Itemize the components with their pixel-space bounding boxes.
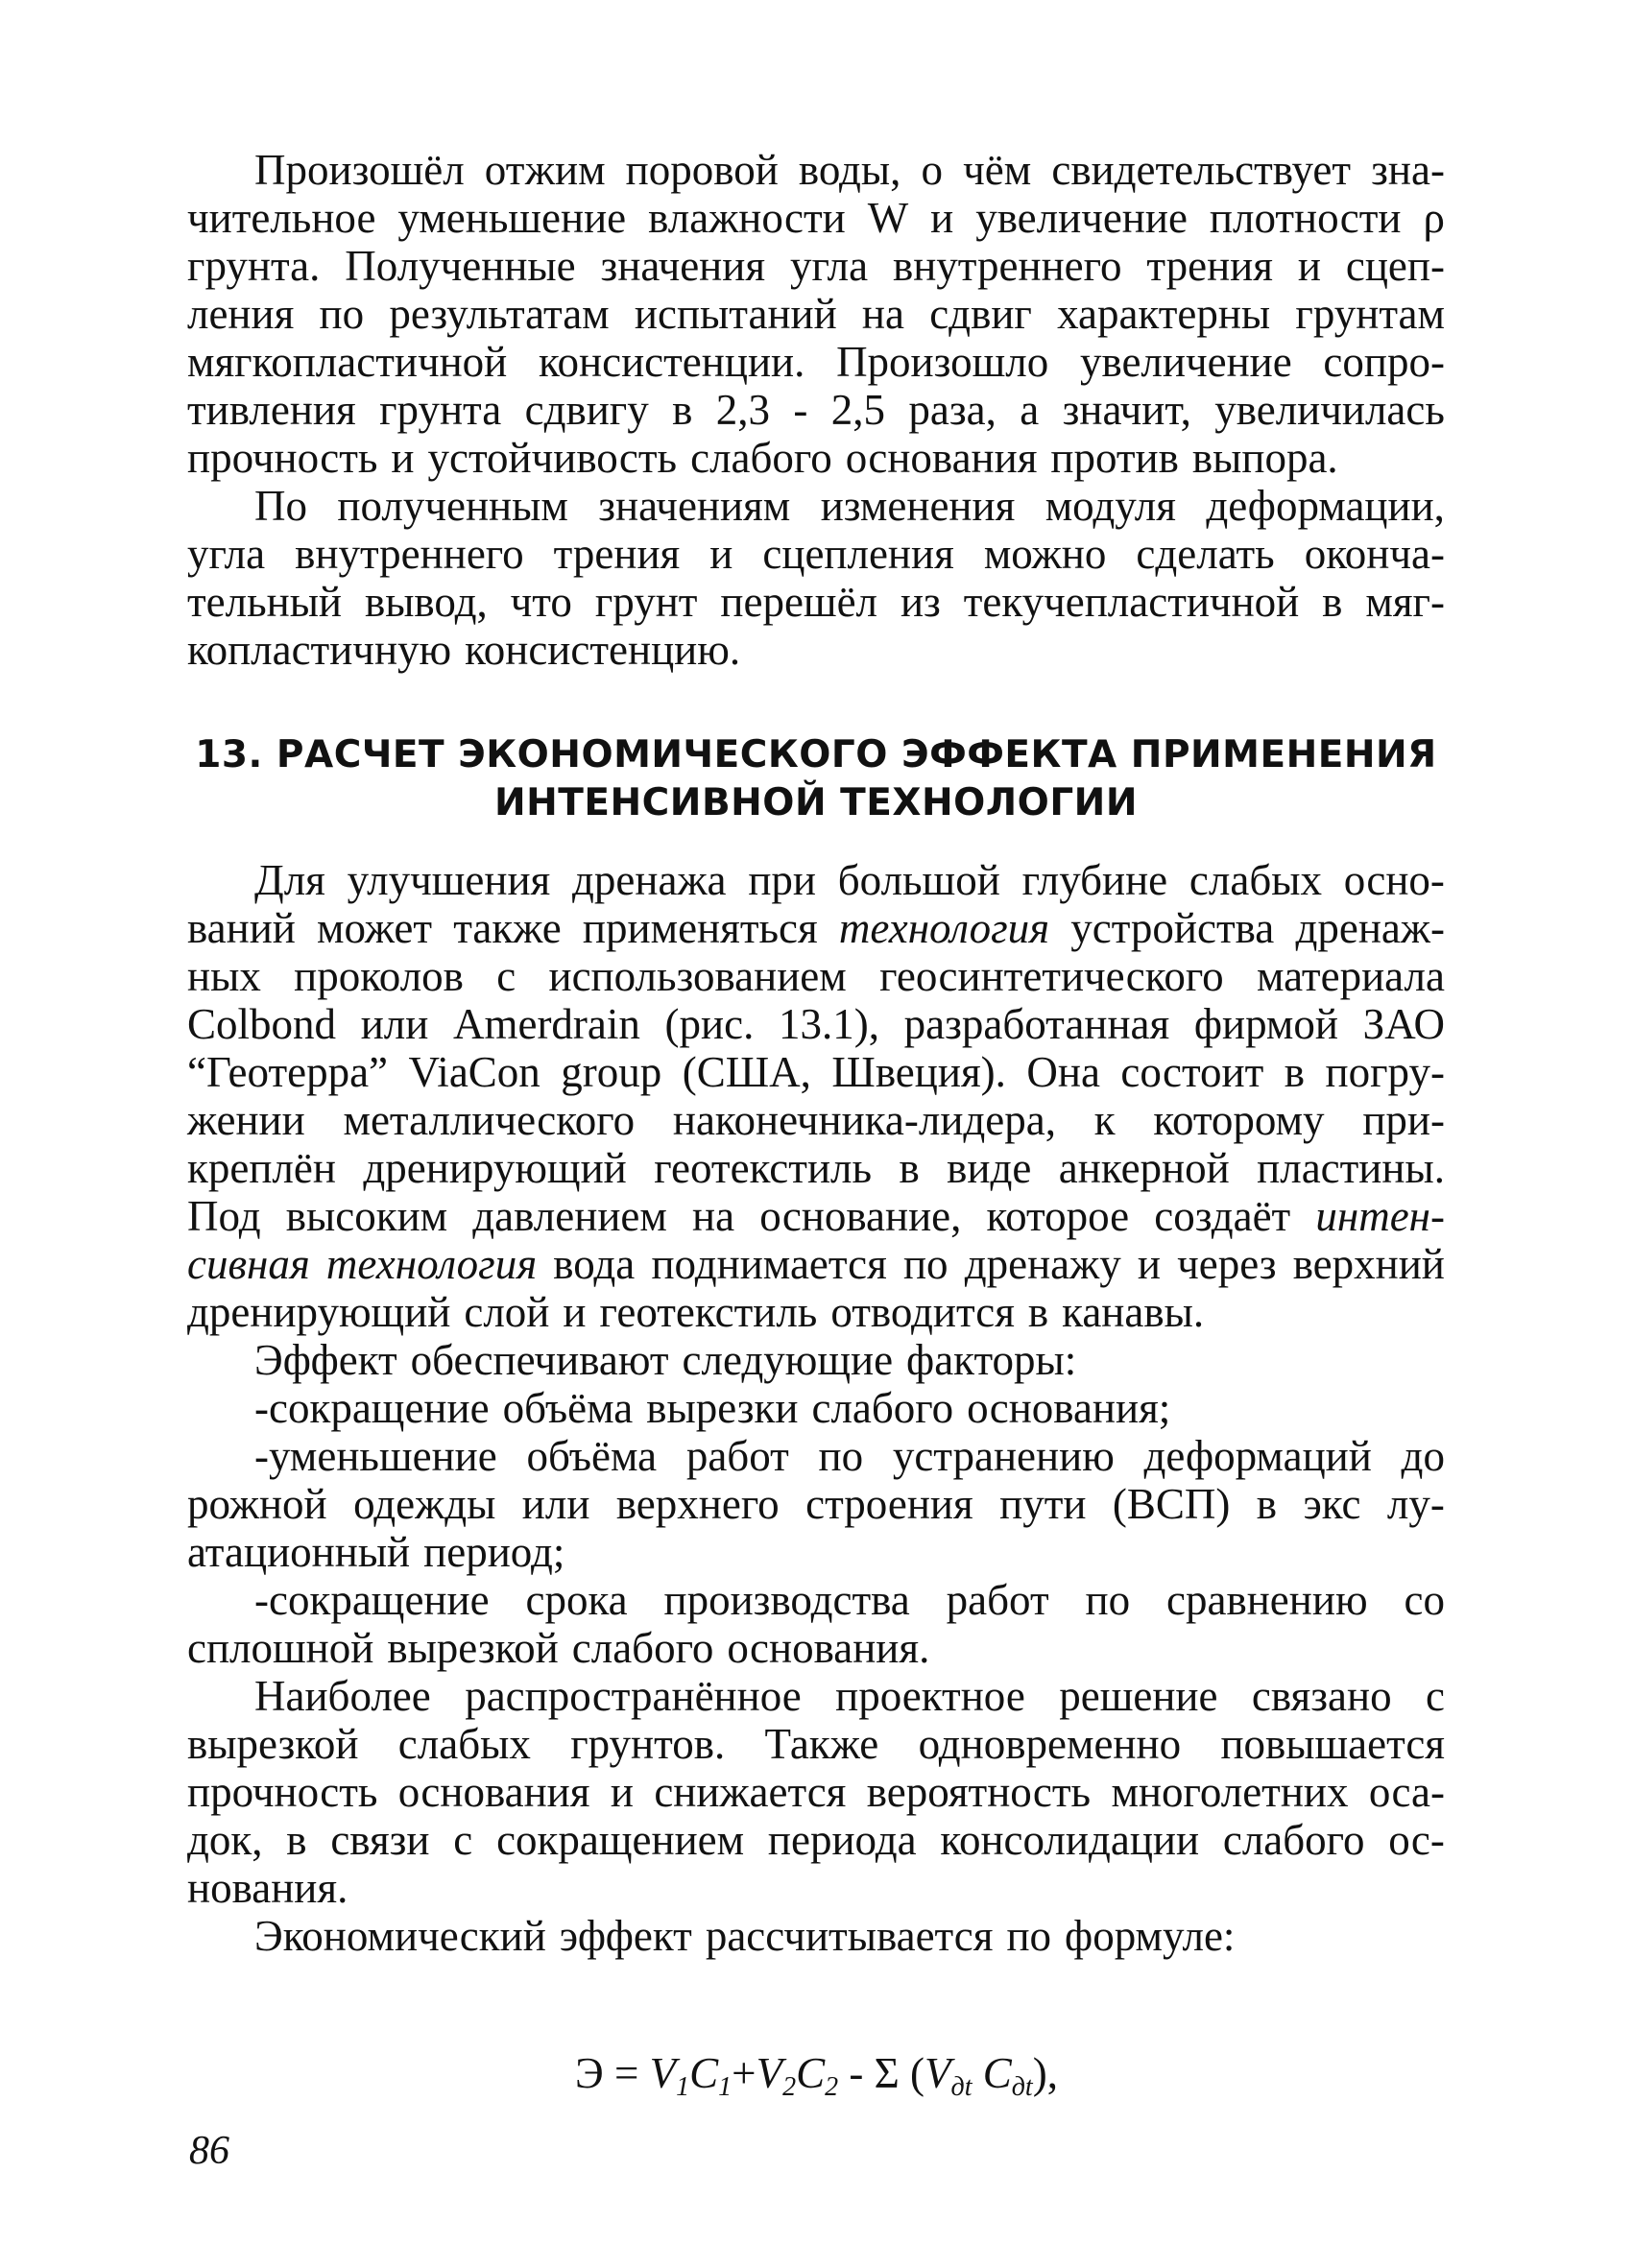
word: вырезкой: [187, 1720, 359, 1768]
word: поднимается: [651, 1240, 887, 1288]
word: повышается: [1220, 1720, 1445, 1768]
word: со: [1404, 1576, 1445, 1624]
formula-v2: V: [756, 2049, 783, 2097]
word: увеличение: [1079, 338, 1292, 386]
text-line: [187, 1480, 1445, 1528]
word: следующие: [682, 1336, 894, 1384]
word: по: [902, 1240, 949, 1288]
word: против: [1050, 434, 1179, 482]
word: материала: [1256, 952, 1445, 1000]
word: осно-: [1343, 856, 1445, 904]
text-line: [187, 1288, 1445, 1336]
word: в: [1027, 1288, 1049, 1336]
word: Она: [1026, 1048, 1100, 1096]
word: тельный: [187, 578, 343, 626]
word: к: [1093, 1096, 1116, 1144]
word: по: [1006, 1912, 1052, 1960]
word: Colbond: [187, 1000, 337, 1048]
word: слабого: [571, 1624, 714, 1672]
text-line: [187, 194, 1445, 242]
word: ных: [187, 952, 261, 1000]
word: распространённое: [465, 1672, 802, 1720]
text-line: [187, 1720, 1445, 1768]
word: пластины.: [1257, 1144, 1445, 1192]
word: слабых: [1189, 856, 1322, 904]
paragraph: [187, 1336, 1445, 1384]
word: (США,: [682, 1048, 811, 1096]
text-line: [187, 1864, 1445, 1912]
word: и: [1297, 242, 1321, 290]
word: плотности: [1209, 194, 1402, 242]
word: по: [319, 290, 365, 338]
word: сделать: [1136, 530, 1275, 578]
text-line: [187, 1816, 1445, 1864]
word: и: [709, 530, 733, 578]
word: атационный: [187, 1528, 411, 1576]
text-line: [187, 1576, 1445, 1624]
word: и: [563, 1288, 587, 1336]
paragraph: [187, 1912, 1445, 1960]
word: чительное: [187, 194, 376, 242]
word: консистенции.: [538, 338, 805, 386]
word: устранению: [892, 1432, 1115, 1480]
word: влажности: [648, 194, 846, 242]
word: наконечника-лидера,: [672, 1096, 1056, 1144]
word: при: [748, 856, 816, 904]
word: основания: [845, 434, 1038, 482]
word: изменения: [820, 482, 1016, 530]
formula-lhs: Э: [575, 2049, 604, 2097]
formula-c1: C: [689, 2049, 719, 2097]
formula-v1-sub: 1: [676, 2072, 690, 2102]
word: тивления: [187, 386, 356, 434]
word: Произошёл: [254, 146, 465, 194]
word: мягкопластичной: [187, 338, 508, 386]
word: сдвигу: [524, 386, 649, 434]
word: и: [930, 194, 954, 242]
word: одежды: [353, 1480, 496, 1528]
word: многолетних: [1111, 1768, 1349, 1816]
word: глубине: [1021, 856, 1168, 904]
word: формуле:: [1065, 1912, 1236, 1960]
word: проколов: [294, 952, 464, 1000]
text-line: [187, 1912, 1445, 1960]
text-block-bottom: [187, 856, 1445, 1960]
paragraph: [187, 1672, 1445, 1912]
text-line: [187, 1144, 1445, 1192]
word: с: [453, 1816, 473, 1864]
word: создаёт: [1154, 1192, 1291, 1240]
word: док,: [187, 1816, 263, 1864]
text-line: [187, 1096, 1445, 1144]
word: грунтам: [1295, 290, 1445, 338]
text-line: [187, 1432, 1445, 1480]
word: в: [1256, 1480, 1278, 1528]
formula-vd: V: [925, 2049, 951, 2097]
word: Также: [764, 1720, 879, 1768]
paragraph: [187, 1576, 1445, 1672]
word: дренажу: [964, 1240, 1121, 1288]
word: испытаний: [634, 290, 837, 338]
word: значения: [600, 242, 766, 290]
word: эффект: [559, 1912, 692, 1960]
word: уменьшение: [397, 194, 627, 242]
word: прочность: [187, 1768, 378, 1816]
word: технология: [838, 904, 1050, 952]
word: разработанная: [903, 1000, 1170, 1048]
word: канавы.: [1062, 1288, 1205, 1336]
text-line: [187, 434, 1445, 482]
word: решение: [1059, 1672, 1218, 1720]
word: в: [286, 1816, 307, 1864]
word: сцеп-: [1345, 242, 1445, 290]
word: слабого: [811, 1384, 954, 1432]
text-line: [187, 1336, 1445, 1384]
formula-vd-sub: дt: [950, 2072, 973, 2102]
word: которому: [1153, 1096, 1325, 1144]
word: верхнего: [615, 1480, 780, 1528]
word: деформаций: [1143, 1432, 1372, 1480]
word: вода: [553, 1240, 636, 1288]
text-line: [187, 1000, 1445, 1048]
word: лу-: [1386, 1480, 1445, 1528]
section-heading: [187, 731, 1445, 827]
economic-effect-formula: [0, 2049, 1633, 2112]
text-line: [187, 1672, 1445, 1720]
paragraph: [187, 856, 1445, 1336]
word: Наиболее: [254, 1672, 431, 1720]
word: экс: [1303, 1480, 1361, 1528]
word: “Геотерра”: [187, 1048, 389, 1096]
word: Произошло: [836, 338, 1049, 386]
word: Эффект: [254, 1336, 397, 1384]
word: слабого: [1222, 1816, 1365, 1864]
word: объёма: [502, 1384, 634, 1432]
text-line: [187, 386, 1445, 434]
word: верхний: [1292, 1240, 1445, 1288]
word: сдвиг: [929, 290, 1032, 338]
word: связано: [1251, 1672, 1392, 1720]
word: или: [360, 1000, 429, 1048]
word: улучшения: [347, 856, 551, 904]
word: грунт: [594, 578, 698, 626]
text-line: [187, 338, 1445, 386]
word: геосинтетического: [879, 952, 1224, 1000]
word: из: [900, 578, 941, 626]
word: трения: [553, 530, 681, 578]
formula-v1: V: [649, 2049, 677, 2097]
word: слабого: [690, 434, 832, 482]
word: периода: [767, 1816, 917, 1864]
word: слой: [464, 1288, 550, 1336]
text-line: [187, 1192, 1445, 1240]
word: увеличение: [975, 194, 1188, 242]
word: трения: [1146, 242, 1273, 290]
word: использованием: [548, 952, 847, 1000]
text-line: [187, 290, 1445, 338]
formula-c2: C: [796, 2049, 826, 2097]
word: через: [1177, 1240, 1277, 1288]
text-line: [187, 482, 1445, 530]
word: оконча-: [1304, 530, 1445, 578]
word: жении: [187, 1096, 305, 1144]
text-line: [187, 578, 1445, 626]
word: на: [861, 290, 904, 338]
word: в: [1284, 1048, 1306, 1096]
word: устойчивость: [427, 434, 678, 482]
word: основание,: [759, 1192, 962, 1240]
word: Полученные: [345, 242, 576, 290]
word: ос-: [1388, 1816, 1445, 1864]
word: основания: [397, 1768, 590, 1816]
word: вероятность: [866, 1768, 1092, 1816]
word: основания.: [727, 1624, 930, 1672]
word: срока: [525, 1576, 628, 1624]
word: также: [453, 904, 562, 952]
word: увеличилась: [1214, 386, 1445, 434]
word: ваний: [187, 904, 296, 952]
word: выпора.: [1191, 434, 1338, 482]
text-line: [187, 1384, 1445, 1432]
word: высоким: [285, 1192, 448, 1240]
text-line: [187, 952, 1445, 1000]
word: полученным: [337, 482, 568, 530]
word: большой: [837, 856, 1000, 904]
word: ЗАО: [1362, 1000, 1445, 1048]
word: консистенцию.: [465, 626, 741, 674]
word: перешёл: [720, 578, 877, 626]
word: или: [521, 1480, 590, 1528]
text-line: [187, 242, 1445, 290]
word: с: [496, 952, 516, 1000]
word: виде: [947, 1144, 1032, 1192]
word: вырезки: [646, 1384, 799, 1432]
word: отводится: [830, 1288, 1015, 1336]
section-heading-line-1: 13. РАСЧЕТ ЭКОНОМИЧЕСКОГО ЭФФЕКТА ПРИМЕНЕНИЯ: [195, 733, 1437, 776]
word: основания;: [967, 1384, 1171, 1432]
word: с: [1426, 1672, 1445, 1720]
word: ViaCon: [408, 1048, 540, 1096]
word: по: [1085, 1576, 1131, 1624]
formula-cd-sub: дt: [1011, 2072, 1033, 2102]
word: сопро-: [1323, 338, 1445, 386]
word: чём: [963, 146, 1032, 194]
word: отжим: [484, 146, 606, 194]
word: снижается: [654, 1768, 847, 1816]
word: угла: [789, 242, 869, 290]
word: погру-: [1325, 1048, 1445, 1096]
formula-open-paren: (: [910, 2049, 925, 2097]
word: а: [1020, 386, 1040, 434]
word: креплён: [187, 1144, 336, 1192]
word: результатам: [389, 290, 610, 338]
word: геотекстиль: [654, 1144, 873, 1192]
formula-minus: -: [849, 2049, 864, 2097]
formula-equals: =: [614, 2049, 639, 2097]
word: при-: [1362, 1096, 1445, 1144]
word: мяг-: [1365, 578, 1445, 626]
text-line: [187, 1624, 1445, 1672]
word: дренирующий: [363, 1144, 627, 1192]
word: 2,3: [715, 386, 770, 434]
word: слабых: [397, 1720, 531, 1768]
word: грунтов.: [570, 1720, 726, 1768]
word: строения: [805, 1480, 973, 1528]
text-line: [187, 626, 1445, 674]
word: ления: [187, 290, 295, 338]
word: объёма: [526, 1432, 658, 1480]
word: угла: [187, 530, 266, 578]
word: сокращением: [496, 1816, 745, 1864]
word: Amerdrain: [452, 1000, 640, 1048]
word: 2,5: [830, 386, 885, 434]
word: -сокращение: [254, 1384, 490, 1432]
paragraph: [187, 146, 1445, 482]
word: Швеция).: [831, 1048, 1006, 1096]
word: грунта.: [187, 242, 321, 290]
word: в: [899, 1144, 920, 1192]
formula-plus: +: [732, 2049, 756, 2097]
word: по: [818, 1432, 864, 1480]
text-block-top: [187, 146, 1445, 674]
word: Под: [187, 1192, 261, 1240]
text-line: [187, 904, 1445, 952]
word: обеспечивают: [410, 1336, 669, 1384]
word: воды,: [798, 146, 901, 194]
text-line: [187, 1528, 1445, 1576]
word: что: [510, 578, 572, 626]
word: в: [672, 386, 693, 434]
word: 13.1),: [779, 1000, 879, 1048]
word: факторы:: [906, 1336, 1077, 1384]
word: грунта: [379, 386, 502, 434]
text-line: [187, 1768, 1445, 1816]
word: По: [254, 482, 307, 530]
word: применяться: [582, 904, 818, 952]
word: оса-: [1368, 1768, 1445, 1816]
word: сплошной: [187, 1624, 374, 1672]
word: дренаж-: [1295, 904, 1445, 952]
paragraph: [187, 1384, 1445, 1432]
word: group: [561, 1048, 662, 1096]
formula-cd: C: [982, 2049, 1012, 2097]
word: -: [793, 386, 808, 434]
word: фирмой: [1193, 1000, 1338, 1048]
text-line: [187, 1048, 1445, 1096]
word: свидетельствует: [1051, 146, 1352, 194]
word: W: [867, 194, 909, 242]
word: работ: [946, 1576, 1049, 1624]
word: нования.: [187, 1864, 348, 1912]
word: можно: [983, 530, 1107, 578]
word: Для: [254, 856, 325, 904]
word: сцепления: [762, 530, 954, 578]
page-number: 86: [189, 2129, 229, 2173]
word: до: [1401, 1432, 1445, 1480]
text-line: [187, 1240, 1445, 1288]
word: проектное: [835, 1672, 1025, 1720]
word: которое: [986, 1192, 1130, 1240]
word: состоит: [1120, 1048, 1264, 1096]
word: внутреннего: [892, 242, 1122, 290]
word: геотекстиль: [599, 1288, 818, 1336]
word: -уменьшение: [254, 1432, 497, 1480]
word: (рис.: [664, 1000, 755, 1048]
word: копластичную: [187, 626, 452, 674]
word: дренажа: [572, 856, 727, 904]
formula-c2-sub: 2: [825, 2072, 839, 2102]
formula-sigma: Σ: [874, 2049, 900, 2097]
word: (ВСП): [1112, 1480, 1231, 1528]
word: значениям: [598, 482, 791, 530]
word: может: [317, 904, 433, 952]
word: рожной: [187, 1480, 327, 1528]
section-heading-line-2: ИНТЕНСИВНОЙ ТЕХНОЛОГИИ: [494, 781, 1138, 824]
word: и: [391, 434, 415, 482]
word: сравнению: [1166, 1576, 1368, 1624]
word: производства: [663, 1576, 910, 1624]
word: характерны: [1057, 290, 1271, 338]
word: интен-: [1315, 1192, 1445, 1240]
word: одновременно: [918, 1720, 1182, 1768]
text-line: [187, 856, 1445, 904]
word: модуля: [1045, 482, 1176, 530]
word: металлического: [343, 1096, 636, 1144]
word: пути: [999, 1480, 1087, 1528]
word: дренирующий: [187, 1288, 451, 1336]
word: устройства: [1070, 904, 1275, 952]
word: в: [1322, 578, 1343, 626]
word: и: [1137, 1240, 1161, 1288]
word: период;: [423, 1528, 565, 1576]
word: технология: [325, 1240, 538, 1288]
word: вывод,: [364, 578, 488, 626]
word: о: [921, 146, 944, 194]
word: раза,: [908, 386, 997, 434]
word: зна-: [1371, 146, 1445, 194]
text-line: [187, 530, 1445, 578]
paragraph: [187, 482, 1445, 674]
word: -сокращение: [254, 1576, 490, 1624]
word: рассчитывается: [705, 1912, 994, 1960]
word: консолидации: [940, 1816, 1200, 1864]
formula-close-paren: ),: [1032, 2049, 1058, 2097]
word: поровой: [625, 146, 779, 194]
word: работ: [685, 1432, 789, 1480]
word: сивная: [187, 1240, 310, 1288]
formula-c1-sub: 1: [718, 2072, 732, 2102]
formula-v2-sub: 2: [782, 2072, 797, 2102]
word: текучепластичной: [963, 578, 1300, 626]
word: Экономический: [254, 1912, 546, 1960]
word: внутреннего: [295, 530, 524, 578]
word: ρ: [1423, 194, 1445, 242]
word: на: [692, 1192, 735, 1240]
word: деформации,: [1206, 482, 1445, 530]
text-line: [187, 146, 1445, 194]
word: прочность: [187, 434, 378, 482]
word: вырезкой: [387, 1624, 559, 1672]
word: связи: [330, 1816, 430, 1864]
word: анкерной: [1058, 1144, 1230, 1192]
word: давлением: [472, 1192, 667, 1240]
paragraph: [187, 1432, 1445, 1576]
word: и: [610, 1768, 634, 1816]
word: значит,: [1062, 386, 1191, 434]
